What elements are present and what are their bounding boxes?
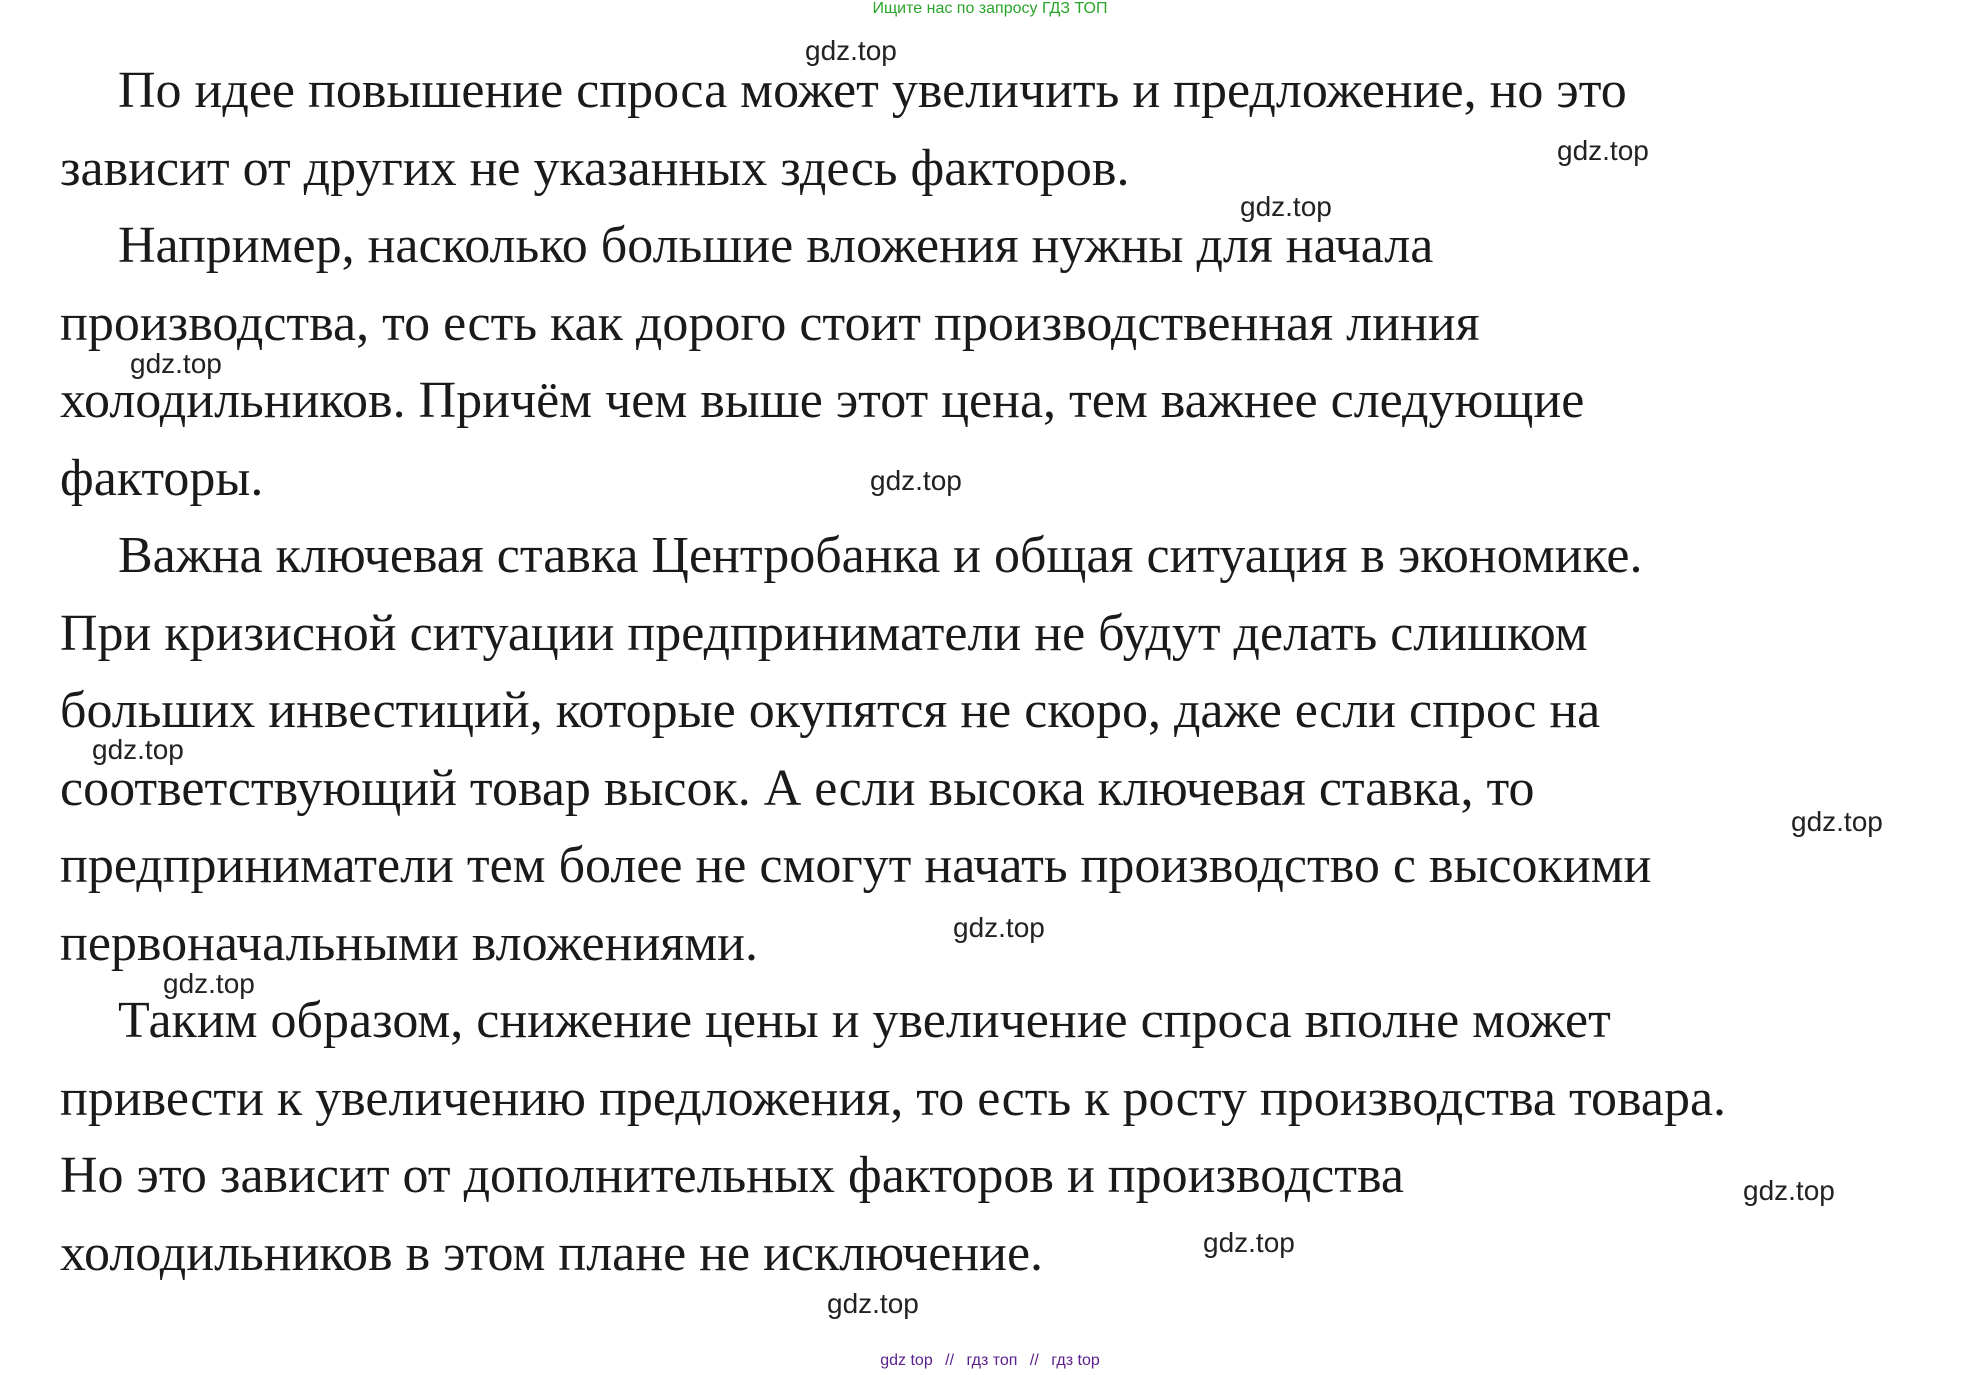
paragraph-3-line-4: соответствующий товар высок. А если высока ключевая ставка, то: [60, 760, 1535, 817]
paragraph-4-line-1: Таким образом, снижение цены и увеличение спроса вполне может: [118, 992, 1611, 1049]
paragraph-4-line-3: Но это зависит от дополнительных факторов и производства: [60, 1147, 1404, 1204]
paragraph-2-line-1: Например, насколько большие вложения нужны для начала: [118, 217, 1434, 274]
paragraph-4-line-2: привести к увеличению предложения, то есть к росту производства товара.: [60, 1070, 1727, 1127]
paragraph-3-line-3: больших инвестиций, которые окупятся не скоро, даже если спрос на: [60, 682, 1601, 739]
top-banner: Ищите нас по запросу ГДЗ ТОП: [872, 0, 1108, 17]
watermark: gdz.top: [827, 1288, 919, 1319]
paragraph-4-line-4: холодильников в этом плане не исключение.: [60, 1225, 1044, 1282]
footer-separator: //: [945, 1352, 955, 1369]
watermark: gdz.top: [1791, 806, 1883, 837]
footer-link-gdz-top-mixed[interactable]: гдз top: [1051, 1352, 1100, 1369]
footer-link-gdz-top[interactable]: gdz top: [880, 1352, 933, 1369]
paragraph-3-line-1: Важна ключевая ставка Центробанка и общая ситуация в экономике.: [118, 527, 1643, 584]
watermark: gdz.top: [163, 968, 255, 999]
paragraph-1-line-2: зависит от других не указанных здесь факторов.: [60, 140, 1130, 197]
paragraph-3-line-2: При кризисной ситуации предприниматели не будут делать слишком: [60, 605, 1588, 662]
watermark: gdz.top: [92, 734, 184, 765]
paragraph-1-line-1: По идее повышение спроса может увеличить и предложение, но это: [118, 62, 1627, 119]
paragraph-2-line-3: холодильников. Причём чем выше этот цена, тем важнее следующие: [60, 372, 1585, 429]
watermark: gdz.top: [1240, 191, 1332, 222]
watermark: gdz.top: [805, 35, 897, 66]
paragraph-3-line-5: предприниматели тем более не смогут начать производство с высокими: [60, 837, 1652, 894]
paragraph-3-line-6: первоначальными вложениями.: [60, 915, 758, 972]
watermark: gdz.top: [953, 912, 1045, 943]
footer-separator: //: [1029, 1352, 1039, 1369]
paragraph-2-line-4: факторы.: [60, 450, 264, 507]
watermark: gdz.top: [1557, 135, 1649, 166]
watermark: gdz.top: [1203, 1227, 1295, 1258]
paragraph-2-line-2: производства, то есть как дорого стоит производственная линия: [60, 295, 1480, 352]
watermark: gdz.top: [130, 348, 222, 379]
watermark: gdz.top: [1743, 1175, 1835, 1206]
watermark: gdz.top: [870, 465, 962, 496]
footer-links: [0, 1352, 1980, 1370]
footer-link-gdz-top-ru[interactable]: гдз топ: [966, 1352, 1018, 1369]
